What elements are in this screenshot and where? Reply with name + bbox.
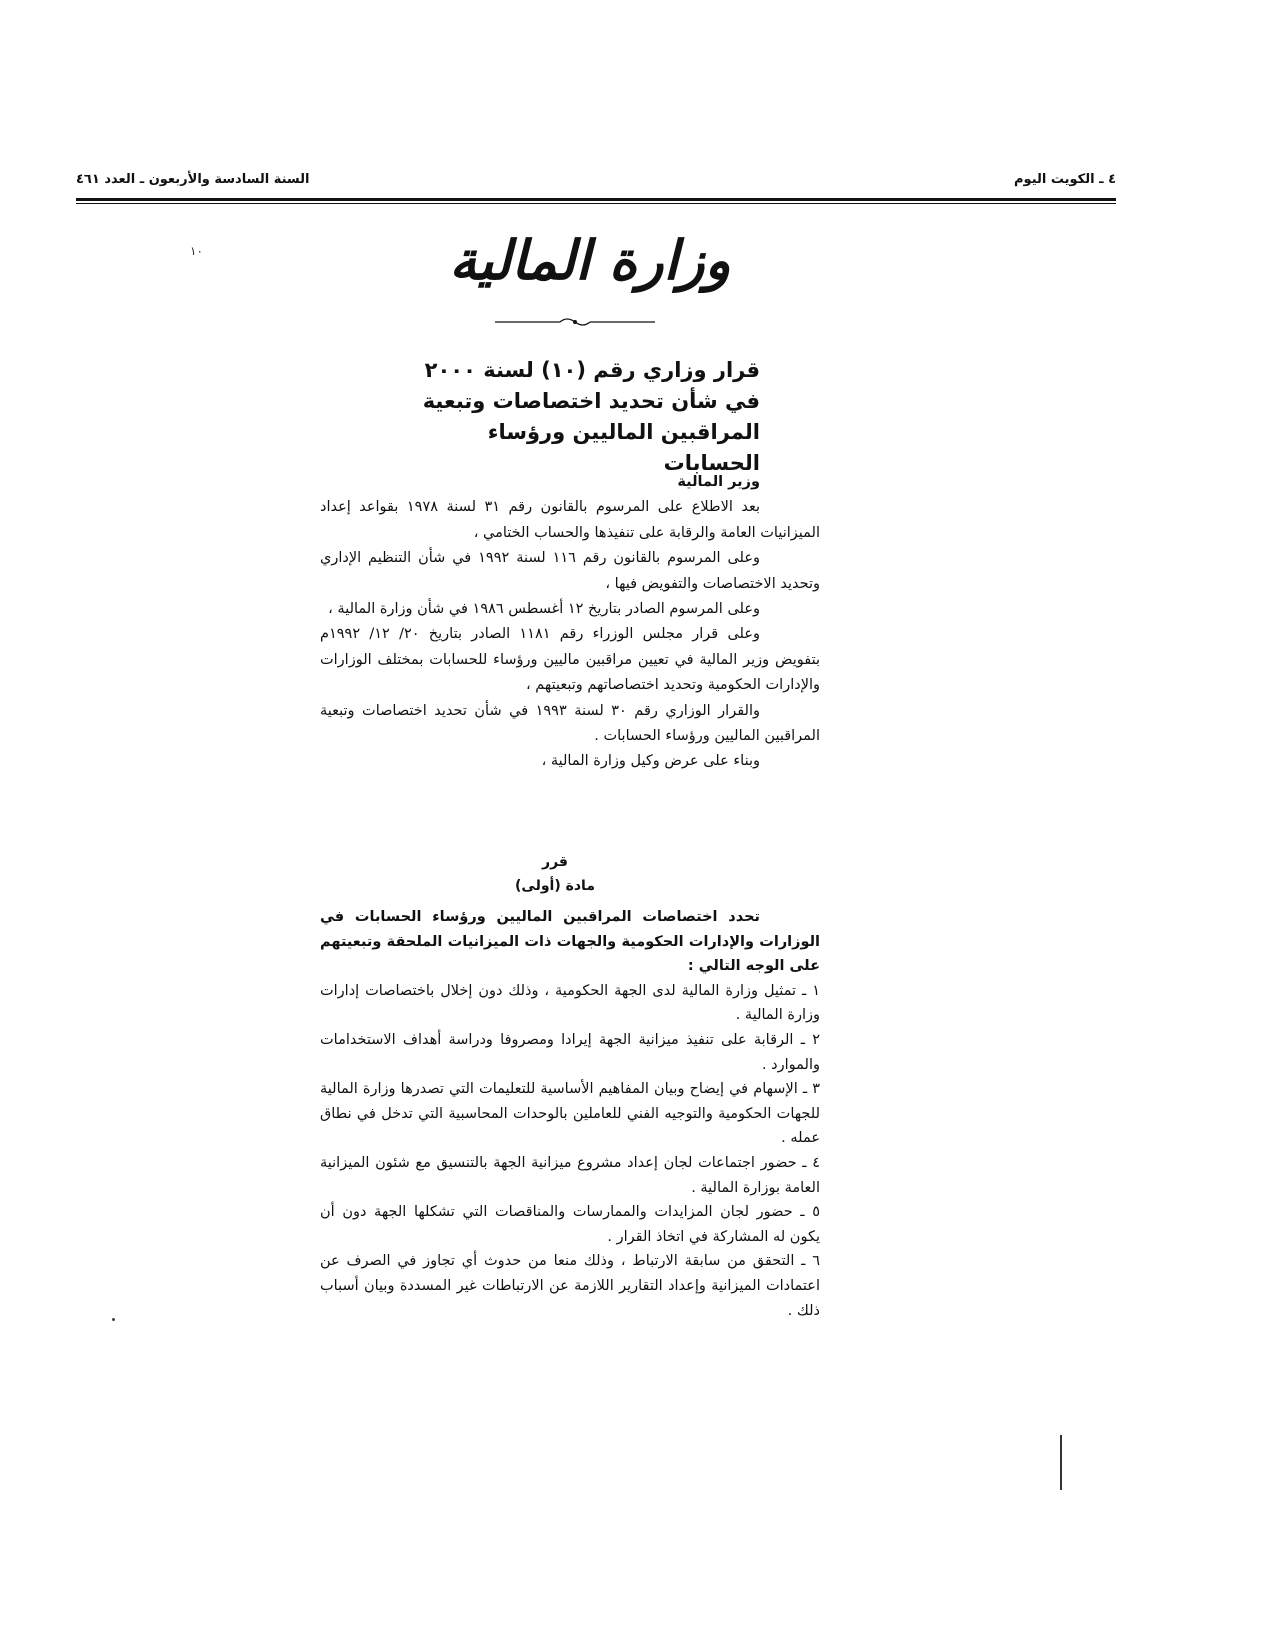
preamble — [320, 470, 820, 775]
decision-title-line-2: في شأن تحديد اختصاصات وتبعية — [422, 389, 760, 413]
preamble-paragraph: وعلى قرار مجلس الوزراء رقم ١١٨١ الصادر بتاريخ ٢٠/ ١٢/ ١٩٩٢م بتفويض وزير المالية في تعيين مراقبين ماليين ورؤساء للحسابات بمختلف الوزارات والإدارات الحكومية وتحديد اختصاصاتهم وتبعيتهم ، — [320, 626, 820, 694]
preamble-closing: وبناء على عرض وكيل وزارة المالية ، — [541, 753, 760, 770]
header-rule-thick — [76, 198, 1116, 201]
scan-dot — [112, 1318, 115, 1321]
preamble-paragraph: والقرار الوزاري رقم ٣٠ لسنة ١٩٩٣ في شأن تحديد اختصاصات وتبعية المراقبين الماليين ورؤساء الحسابات . — [320, 702, 820, 745]
decision-title-line-3: المراقبين الماليين ورؤساء الحسابات — [487, 420, 760, 475]
article-item: ٤ ـ حضور اجتماعات لجان إعداد مشروع ميزانية الجهة بالتنسيق مع شئون الميزانية العامة بوزارة المالية . — [320, 1154, 820, 1196]
decision-title-line-1: قرار وزاري رقم (١٠) لسنة ٢٠٠٠ — [424, 358, 760, 382]
article-intro: تحدد اختصاصات المراقبين الماليين ورؤساء الحسابات في الوزارات والإدارات الحكومية والجهات ذات الميزانيات الملحقة وتبعيتهم على الوجه التالي : — [320, 909, 820, 975]
article-title: مادة (أولى) — [515, 878, 595, 894]
page-header — [76, 172, 1116, 194]
article-item: ٦ ـ التحقق من سابقة الارتباط ، وذلك منعا من حدوث أي تجاوز في الصرف عن اعتمادات الميزانية وإعداد التقارير اللازمة عن الارتباطات غير المسددة وبيان أسباب ذلك . — [320, 1253, 820, 1319]
preamble-paragraph: وعلى المرسوم بالقانون رقم ١١٦ لسنة ١٩٩٢ في شأن التنظيم الإداري وتحديد الاختصاصات والتفويض فيها ، — [320, 550, 820, 592]
article-item: ١ ـ تمثيل وزارة المالية لدى الجهة الحكومية ، وذلك دون إخلال باختصاصات إدارات وزارة المالية . — [320, 982, 820, 1024]
article-body — [320, 905, 820, 1323]
preamble-paragraph: وعلى المرسوم الصادر بتاريخ ١٢ أغسطس ١٩٨٦ في شأن وزارة المالية ، — [328, 601, 760, 618]
ornament-divider — [495, 316, 655, 328]
header-rule-thin — [76, 203, 1116, 204]
decision-heading — [320, 850, 820, 898]
minister-label: وزير المالية — [677, 474, 760, 490]
header-publication: ٤ ـ الكويت اليوم — [1014, 172, 1116, 187]
article-item: ٥ ـ حضور لجان المزايدات والممارسات والمناقصات التي تشكلها الجهة دون أن يكون له المشاركة في اتخاذ القرار . — [320, 1204, 820, 1245]
article-item: ٢ ـ الرقابة على تنفيذ ميزانية الجهة إيرادا ومصروفا ودراسة أهداف الاستخدامات والموارد . — [320, 1031, 820, 1073]
article-item: ٣ ـ الإسهام في إيضاح وبيان المفاهيم الأساسية للتعليمات التي تصدرها وزارة المالية للجهات الحكومية والتوجيه الفني للعاملين بالوحدات المحاسبية التي تدخل في نطاق عمله . — [320, 1081, 820, 1147]
decision-title — [400, 355, 760, 479]
preamble-paragraph: بعد الاطلاع على المرسوم بالقانون رقم ٣١ لسنة ١٩٧٨ بقواعد إعداد الميزانيات العامة والرقابة على تنفيذها والحساب الختامي ، — [320, 499, 820, 541]
scan-artifact-line — [1060, 1435, 1062, 1490]
decided-word: قرر — [542, 854, 568, 870]
ministry-title: وزارة المالية — [449, 228, 731, 292]
header-issue: السنة السادسة والأربعون ـ العدد ٤٦١ — [76, 172, 310, 187]
corner-mark: ١٠ — [190, 244, 203, 258]
